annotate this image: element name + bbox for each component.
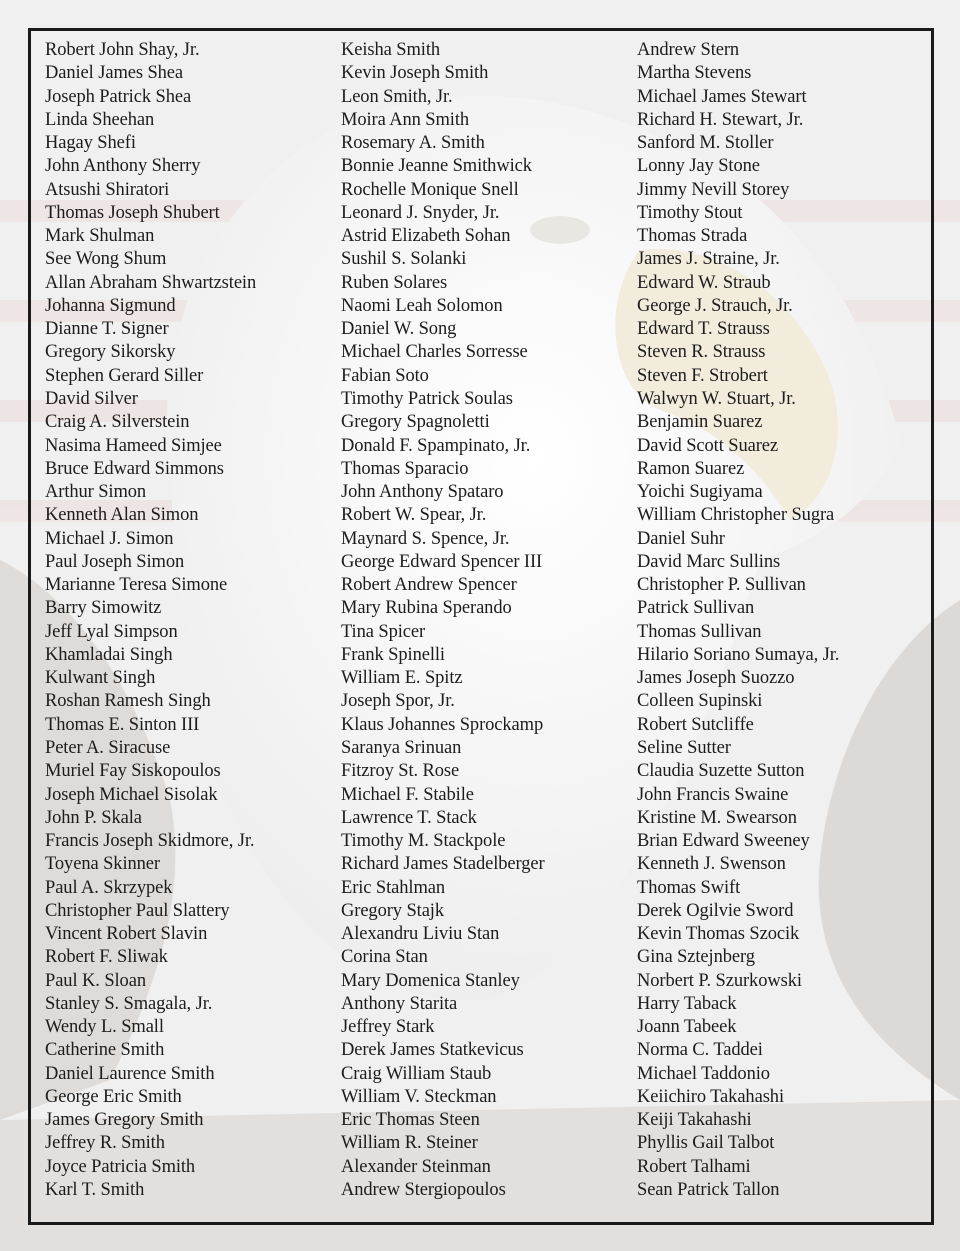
memorial-name: Lonny Jay Stone: [637, 156, 760, 177]
memorial-name: Barry Simowitz: [45, 598, 162, 619]
memorial-name: Moira Ann Smith: [341, 109, 470, 130]
memorial-name: Steven R. Strauss: [637, 342, 766, 363]
memorial-name: Robert F. Sliwak: [45, 947, 168, 968]
memorial-name: Leon Smith, Jr.: [341, 86, 453, 107]
memorial-name: See Wong Shum: [45, 249, 167, 270]
memorial-name: Bonnie Jeanne Smithwick: [341, 156, 532, 177]
memorial-name: Gregory Spagnoletti: [341, 412, 490, 433]
memorial-name: Jeffrey Stark: [341, 1017, 435, 1038]
memorial-name: Fitzroy St. Rose: [341, 761, 460, 782]
memorial-name: Norma C. Taddei: [637, 1040, 763, 1061]
memorial-name: Dianne T. Signer: [45, 319, 169, 340]
memorial-name: Thomas E. Sinton III: [45, 714, 200, 735]
memorial-name: Thomas Swift: [637, 877, 741, 898]
memorial-name: Daniel James Shea: [45, 63, 184, 84]
memorial-name: Rosemary A. Smith: [341, 133, 485, 154]
memorial-name: Joann Tabeek: [637, 1017, 737, 1038]
memorial-name: Leonard J. Snyder, Jr.: [341, 202, 500, 223]
memorial-name: Fabian Soto: [341, 365, 429, 386]
memorial-name: Steven F. Strobert: [637, 365, 768, 386]
memorial-name: Michael James Stewart: [637, 86, 807, 107]
memorial-name: David Silver: [45, 388, 138, 409]
memorial-name: Peter A. Siracuse: [45, 737, 171, 758]
memorial-name: Karl T. Smith: [45, 1180, 145, 1201]
memorial-name: Michael Taddonio: [637, 1063, 770, 1084]
memorial-name: John Francis Swaine: [637, 784, 789, 805]
memorial-name: Mary Rubina Sperando: [341, 598, 512, 619]
memorial-name: Marianne Teresa Simone: [45, 575, 228, 596]
memorial-name: Atsushi Shiratori: [45, 179, 170, 200]
memorial-name: Brian Edward Sweeney: [637, 831, 810, 852]
memorial-name: Thomas Sparacio: [341, 458, 469, 479]
memorial-name: Timothy Stout: [637, 202, 743, 223]
memorial-name: Derek James Statkevicus: [341, 1040, 524, 1061]
memorial-name: Astrid Elizabeth Sohan: [341, 226, 511, 247]
memorial-name: Hilario Soriano Sumaya, Jr.: [637, 644, 840, 665]
memorial-name: Gregory Sikorsky: [45, 342, 176, 363]
memorial-name: Gina Sztejnberg: [637, 947, 755, 968]
memorial-name: Bruce Edward Simmons: [45, 458, 224, 479]
memorial-name: Joseph Spor, Jr.: [341, 691, 455, 712]
names-column-3: [637, 39, 839, 1202]
memorial-name: Kevin Joseph Smith: [341, 63, 489, 84]
memorial-name: Muriel Fay Siskopoulos: [45, 761, 221, 782]
memorial-name: Arthur Simon: [45, 482, 147, 503]
memorial-name: Frank Spinelli: [341, 644, 445, 665]
memorial-name: Craig William Staub: [341, 1063, 492, 1084]
memorial-name: David Marc Sullins: [637, 551, 781, 572]
memorial-name: Tina Spicer: [341, 621, 426, 642]
memorial-name: Paul Joseph Simon: [45, 551, 185, 572]
memorial-name: Timothy Patrick Soulas: [341, 388, 513, 409]
memorial-name: George Edward Spencer III: [341, 551, 543, 572]
memorial-name: Rochelle Monique Snell: [341, 179, 519, 200]
memorial-name: Kenneth J. Swenson: [637, 854, 786, 875]
memorial-name: Harry Taback: [637, 993, 737, 1014]
memorial-name: Joyce Patricia Smith: [45, 1156, 196, 1177]
memorial-name: Daniel Suhr: [637, 528, 725, 549]
memorial-name: Phyllis Gail Talbot: [637, 1133, 775, 1154]
memorial-name: Norbert P. Szurkowski: [637, 970, 802, 991]
memorial-name: Catherine Smith: [45, 1040, 165, 1061]
memorial-name: Richard H. Stewart, Jr.: [637, 109, 804, 130]
memorial-name: Anthony Starita: [341, 993, 458, 1014]
memorial-name: Toyena Skinner: [45, 854, 160, 875]
memorial-name: Kristine M. Swearson: [637, 807, 797, 828]
memorial-name: Allan Abraham Shwartzstein: [45, 272, 257, 293]
memorial-name: Wendy L. Small: [45, 1017, 164, 1038]
memorial-name: Khamladai Singh: [45, 644, 173, 665]
memorial-name: Michael J. Simon: [45, 528, 174, 549]
memorial-name: Keisha Smith: [341, 40, 441, 60]
memorial-name: Edward W. Straub: [637, 272, 771, 293]
memorial-name: George Eric Smith: [45, 1086, 182, 1107]
memorial-name: Kevin Thomas Szocik: [637, 924, 800, 945]
memorial-name: Lawrence T. Stack: [341, 807, 477, 828]
memorial-name: Linda Sheehan: [45, 109, 155, 130]
memorial-name: Michael Charles Sorresse: [341, 342, 528, 363]
memorial-name: Patrick Sullivan: [637, 598, 755, 619]
memorial-name: Kulwant Singh: [45, 668, 156, 689]
memorial-name: John P. Skala: [45, 807, 142, 828]
memorial-name: William E. Spitz: [341, 668, 463, 689]
memorial-name: Naomi Leah Solomon: [341, 295, 503, 316]
memorial-name: Joseph Patrick Shea: [45, 86, 192, 107]
memorial-name: Andrew Stern: [637, 40, 740, 60]
memorial-name: Claudia Suzette Sutton: [637, 761, 805, 782]
memorial-name: Eric Thomas Steen: [341, 1110, 480, 1131]
memorial-name: John Anthony Spataro: [341, 482, 504, 503]
memorial-name: Joseph Michael Sisolak: [45, 784, 218, 805]
memorial-name: Mary Domenica Stanley: [341, 970, 520, 991]
memorial-name: Jeffrey R. Smith: [45, 1133, 165, 1154]
names-column-1: [45, 39, 256, 1202]
memorial-name: Timothy M. Stackpole: [341, 831, 506, 852]
memorial-name: Thomas Strada: [637, 226, 748, 247]
memorial-name: Maynard S. Spence, Jr.: [341, 528, 510, 549]
memorial-name: Robert Talhami: [637, 1156, 751, 1177]
memorial-name: Robert John Shay, Jr.: [45, 40, 200, 60]
memorial-name: Francis Joseph Skidmore, Jr.: [45, 831, 255, 852]
memorial-name: Gregory Stajk: [341, 900, 444, 921]
memorial-name: James Joseph Suozzo: [637, 668, 795, 689]
memorial-name: Christopher Paul Slattery: [45, 900, 230, 921]
memorial-name: William R. Steiner: [341, 1133, 478, 1154]
memorial-name: Ramon Suarez: [637, 458, 745, 479]
memorial-name: Alexander Steinman: [341, 1156, 491, 1177]
memorial-name: James Gregory Smith: [45, 1110, 204, 1131]
memorial-name: Derek Ogilvie Sword: [637, 900, 794, 921]
memorial-name: Mark Shulman: [45, 226, 155, 247]
memorial-name: Johanna Sigmund: [45, 295, 176, 316]
memorial-name: George J. Strauch, Jr.: [637, 295, 793, 316]
memorial-name: Sean Patrick Tallon: [637, 1180, 780, 1201]
memorial-name: Yoichi Sugiyama: [637, 482, 763, 503]
memorial-name: Walwyn W. Stuart, Jr.: [637, 388, 796, 409]
memorial-name: Craig A. Silverstein: [45, 412, 190, 433]
memorial-name: Seline Sutter: [637, 737, 731, 758]
memorial-name: Alexandru Liviu Stan: [341, 924, 500, 945]
memorial-name: Corina Stan: [341, 947, 428, 968]
memorial-name: Nasima Hameed Simjee: [45, 435, 222, 456]
memorial-name: Ruben Solares: [341, 272, 448, 293]
memorial-name: Robert W. Spear, Jr.: [341, 505, 487, 526]
memorial-name: Vincent Robert Slavin: [45, 924, 208, 945]
memorial-name: Thomas Sullivan: [637, 621, 762, 642]
memorial-name: James J. Straine, Jr.: [637, 249, 780, 270]
memorial-name: Andrew Stergiopoulos: [341, 1180, 506, 1201]
memorial-name: Thomas Joseph Shubert: [45, 202, 220, 223]
memorial-name: Keiji Takahashi: [637, 1110, 752, 1131]
memorial-name: Donald F. Spampinato, Jr.: [341, 435, 531, 456]
memorial-name: Jeff Lyal Simpson: [45, 621, 178, 642]
memorial-name: Keiichiro Takahashi: [637, 1086, 784, 1107]
memorial-name: Martha Stevens: [637, 63, 752, 84]
memorial-name: Eric Stahlman: [341, 877, 446, 898]
memorial-name: Hagay Shefi: [45, 133, 136, 154]
memorial-name: Daniel W. Song: [341, 319, 457, 340]
memorial-name: Saranya Srinuan: [341, 737, 462, 758]
memorial-name: Colleen Supinski: [637, 691, 763, 712]
memorial-name: Benjamin Suarez: [637, 412, 763, 433]
memorial-name: Christopher P. Sullivan: [637, 575, 806, 596]
names-column-2: [341, 39, 545, 1202]
memorial-name: Stanley S. Smagala, Jr.: [45, 993, 213, 1014]
memorial-name: Edward T. Strauss: [637, 319, 770, 340]
memorial-name: Paul K. Sloan: [45, 970, 146, 991]
memorial-name: Roshan Ramesh Singh: [45, 691, 211, 712]
memorial-name: Michael F. Stabile: [341, 784, 474, 805]
memorial-name: Paul A. Skrzypek: [45, 877, 173, 898]
memorial-name: Robert Andrew Spencer: [341, 575, 517, 596]
memorial-name: Stephen Gerard Siller: [45, 365, 204, 386]
memorial-name: John Anthony Sherry: [45, 156, 201, 177]
memorial-name: Jimmy Nevill Storey: [637, 179, 790, 200]
memorial-name: David Scott Suarez: [637, 435, 779, 456]
memorial-name: Richard James Stadelberger: [341, 854, 545, 875]
memorial-name: William Christopher Sugra: [637, 505, 835, 526]
memorial-name: William V. Steckman: [341, 1086, 497, 1107]
memorial-name: Sushil S. Solanki: [341, 249, 467, 270]
memorial-name: Kenneth Alan Simon: [45, 505, 199, 526]
memorial-name: Sanford M. Stoller: [637, 133, 774, 154]
memorial-name: Robert Sutcliffe: [637, 714, 754, 735]
memorial-name: Daniel Laurence Smith: [45, 1063, 215, 1084]
memorial-name: Klaus Johannes Sprockamp: [341, 714, 544, 735]
